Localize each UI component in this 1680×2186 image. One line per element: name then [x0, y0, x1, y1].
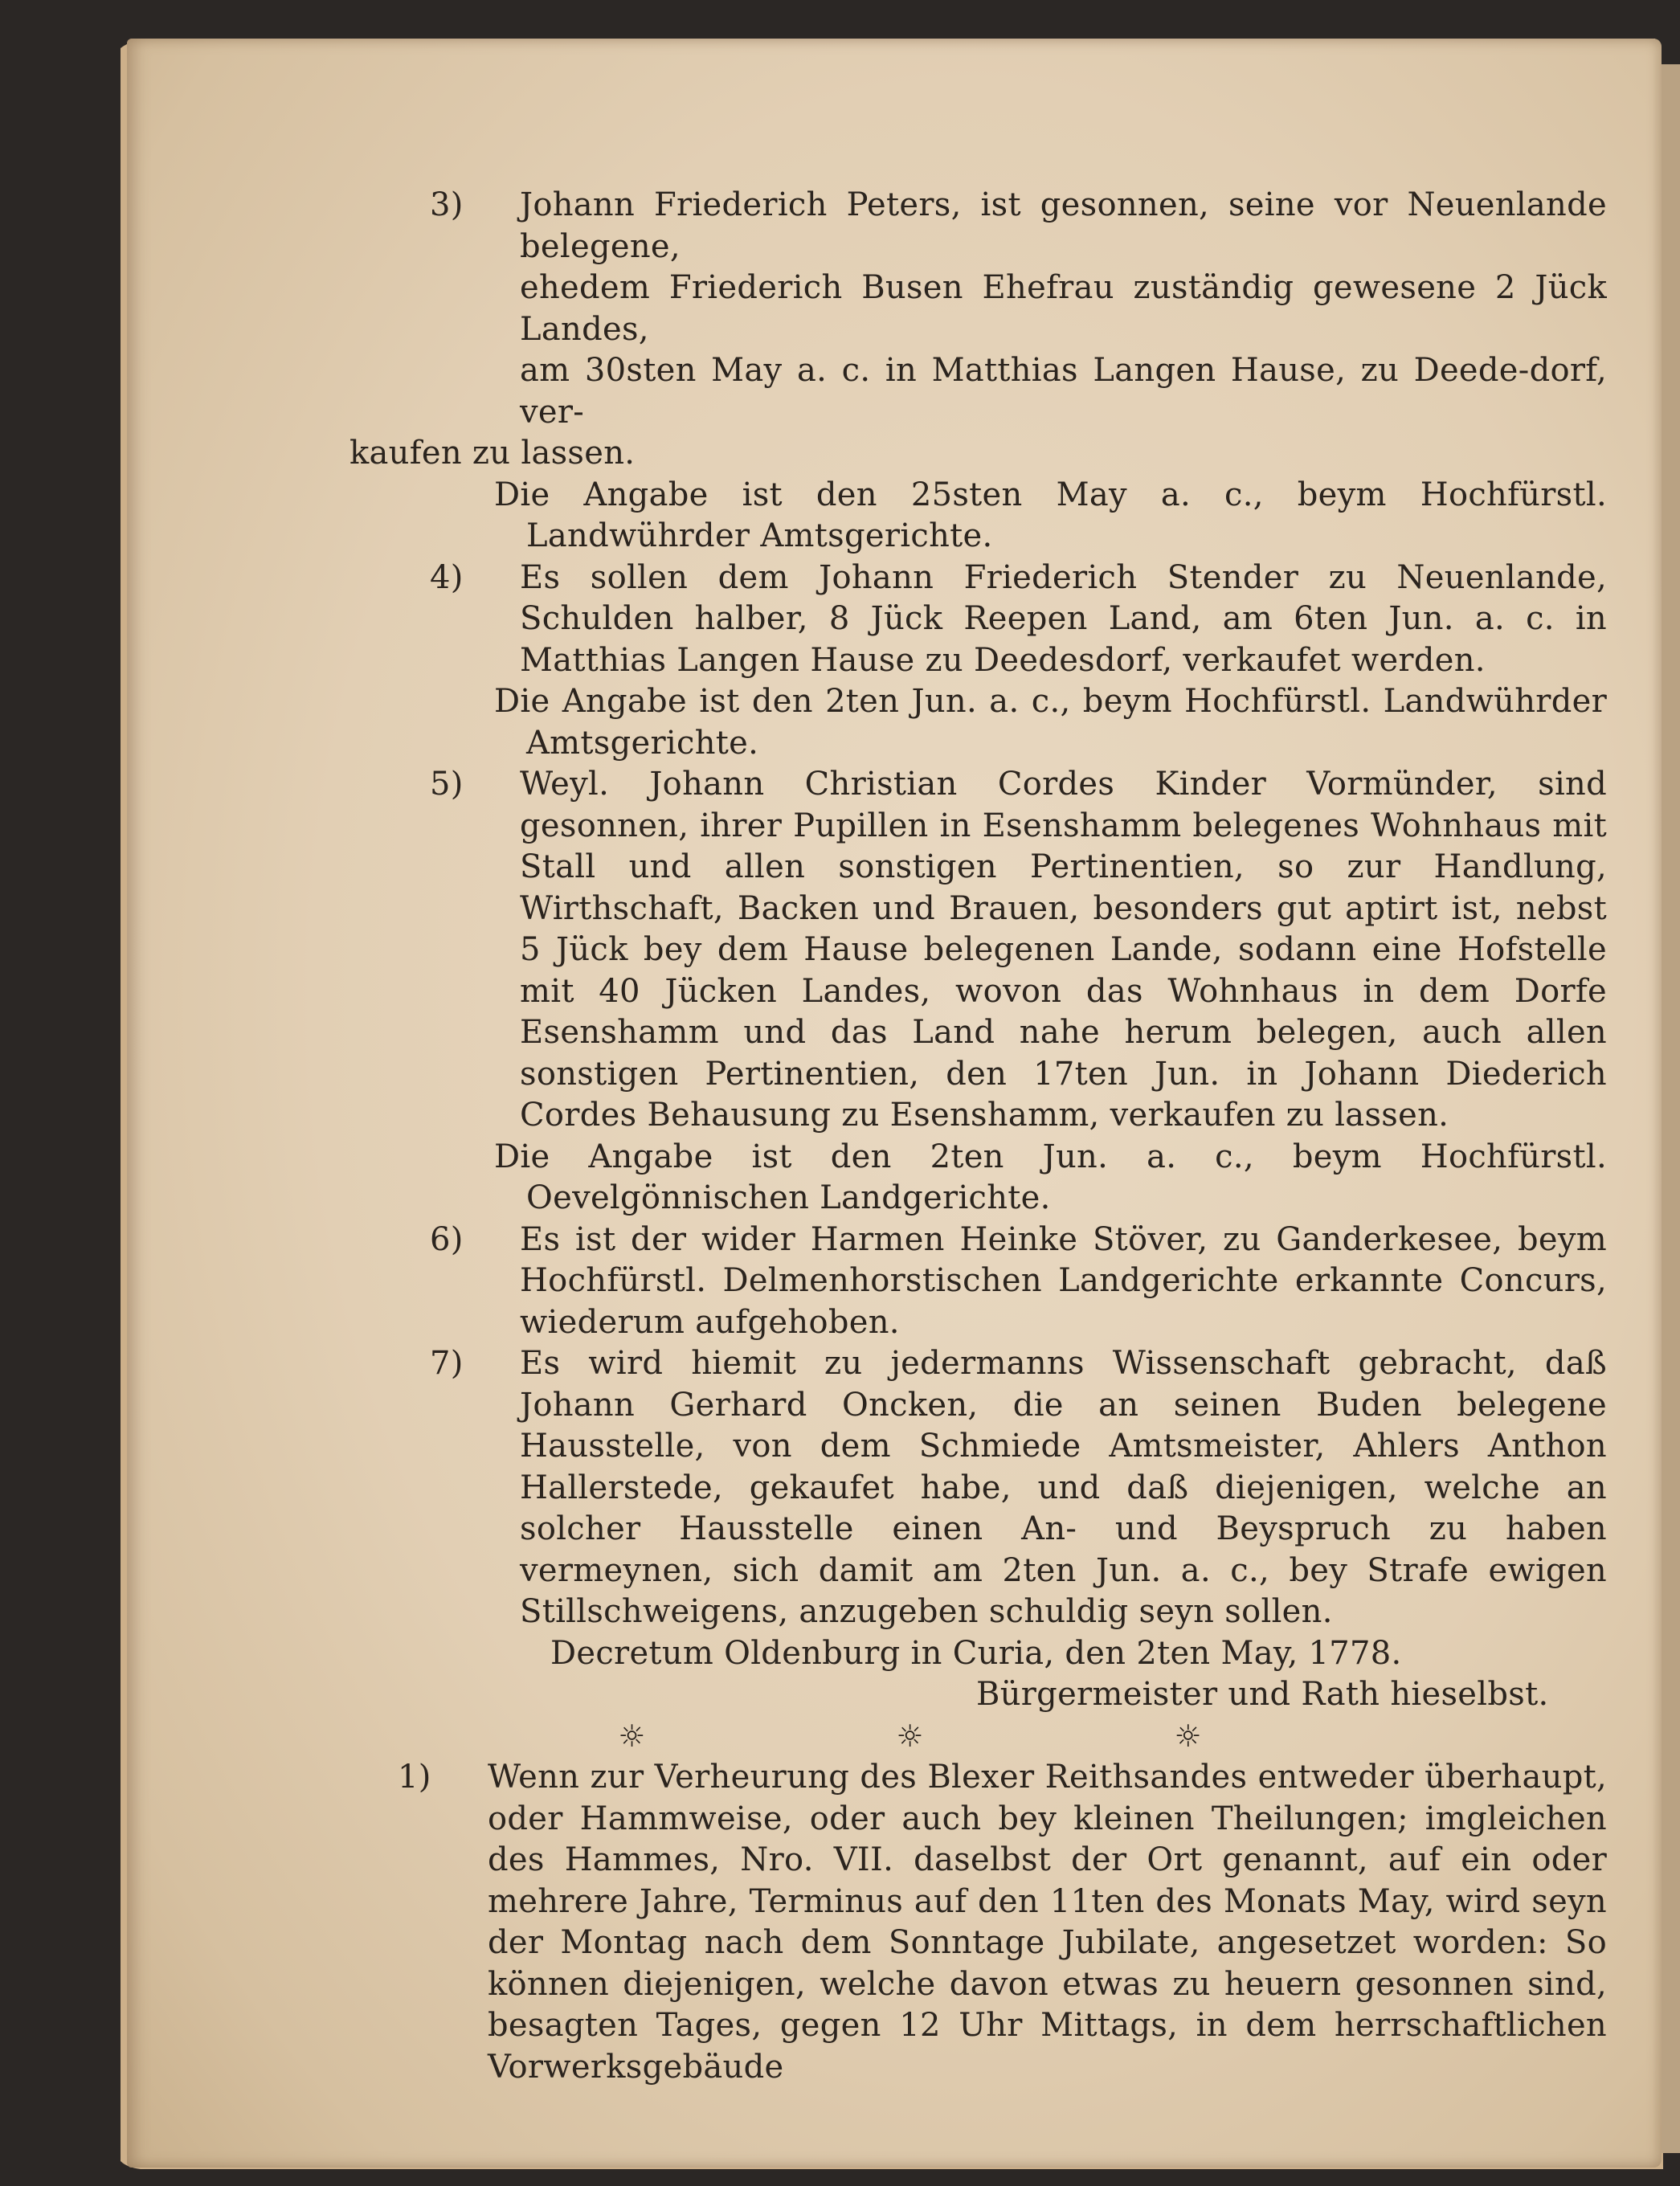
decretum-line: Decretum Oldenburg in Curia, den 2ten May, 1778. [550, 1634, 1402, 1672]
entry-5-note: Die Angabe ist den 2ten Jun. a. c., beym Hochfürstl. Oevelgönnischen Landgerichte. [494, 1138, 1607, 1216]
signature-line: Bürgermeister und Rath hieselbst. [976, 1676, 1549, 1713]
entry-number: 4) [430, 558, 464, 596]
entry-body: Es wird hiemit zu jedermanns Wissenschaft gebracht, daß Johann Gerhard Oncken, die an seinen Buden belegene Hausstelle, von dem Schmiede Amtsmeister, Ahlers Anthon Hallerstede, gekaufet habe, und daß diejenigen, welche an solcher Hausstelle einen An- und Beyspruch zu haben vermeynen, sich damit am 2ten Jun. a. c., bey Strafe ewigen Stillschweigens, anzugeben schuldig seyn sollen. [520, 1345, 1607, 1630]
entry-4-note: Die Angabe ist den 2ten Jun. a. c., beym Hochfürstl. Landwührder Amtsgerichte. [494, 683, 1607, 762]
entry-7 [430, 1343, 1607, 1633]
entry-line: Johann Friederich Peters, ist gesonnen, seine vor Neuenlande belegene, [520, 186, 1607, 265]
entry-number: 5) [430, 766, 464, 803]
entry-body: Es ist der wider Harmen Heinke Stöver, zu Ganderkesee, beym Hochfürstl. Delmenhorstischen Landgerichte erkannte Concurs, wiederum aufgehoben. [520, 1220, 1607, 1341]
entry-number: 7) [430, 1345, 464, 1382]
entry-b-1 [398, 1757, 1607, 2088]
section-separator: ☼ ☼ ☼ [618, 1718, 1322, 1754]
entry-line: am 30sten May a. c. in Matthias Langen Hause, zu Deede-dorf, ver- [520, 352, 1607, 431]
entry-number: 6) [430, 1220, 464, 1258]
entry-line: ehedem Friederich Busen Ehefrau zuständig gewesene 2 Jück Landes, [520, 269, 1607, 348]
entry-4 [430, 558, 1607, 682]
entry-body: Weyl. Johann Christian Cordes Kinder Vormünder, sind gesonnen, ihrer Pupillen in Esenshamm belegenes Wohnhaus mit Stall und allen sonstigen Pertinentien, so zur Handlung, Wirthschaft, Backen und Brauen, besonders gut aptirt ist, nebst 5 Jück bey dem Hause belegenen Lande, sodann eine Hofstelle mit 40 Jücken Landes, wovon das Wohnhaus in dem Dorfe Esenshamm und das Land nahe herum belegen, auch allen sonstigen Pertinentien, den 17ten Jun. in Johann Diederich Cordes Behausung zu Esenshamm, verkaufen zu lassen. [520, 766, 1607, 1134]
entry-number: 1) [398, 1759, 431, 1796]
entry-3-note: Die Angabe ist den 25sten May a. c., beym Hochfürstl. Landwührder Amtsgerichte. [494, 476, 1607, 554]
entry-3-continuation: kaufen zu lassen. [349, 435, 636, 472]
entry-body: Wenn zur Verheurung des Blexer Reithsandes entweder überhaupt, oder Hammweise, oder auch bey kleinen Theilungen; imgleichen des Hammes, Nro. VII. daselbst der Ort genannt, auf ein oder mehrere Jahre, Terminus auf den 11ten des Monats May, wird seyn der Montag nach dem Sonntage Jubilate, angesetzet worden: So können diejenigen, welche davon etwas zu heuern gesonnen sind, besagten Tages, gegen 12 Uhr Mittags, in dem herrschaftlichen Vorwerksgebäude [488, 1759, 1607, 2086]
entry-5 [430, 764, 1607, 1137]
entry-body: Es sollen dem Johann Friederich Stender zu Neuenlande, Schulden halber, 8 Jück Reepen Land, am 6ten Jun. a. c. in Matthias Langen Hause zu Deedesdorf, verkaufet werden. [520, 558, 1607, 679]
entry-3 [430, 185, 1607, 433]
entry-number: 3) [430, 186, 464, 223]
entry-6 [430, 1220, 1607, 1344]
notice-text [349, 185, 1607, 2088]
